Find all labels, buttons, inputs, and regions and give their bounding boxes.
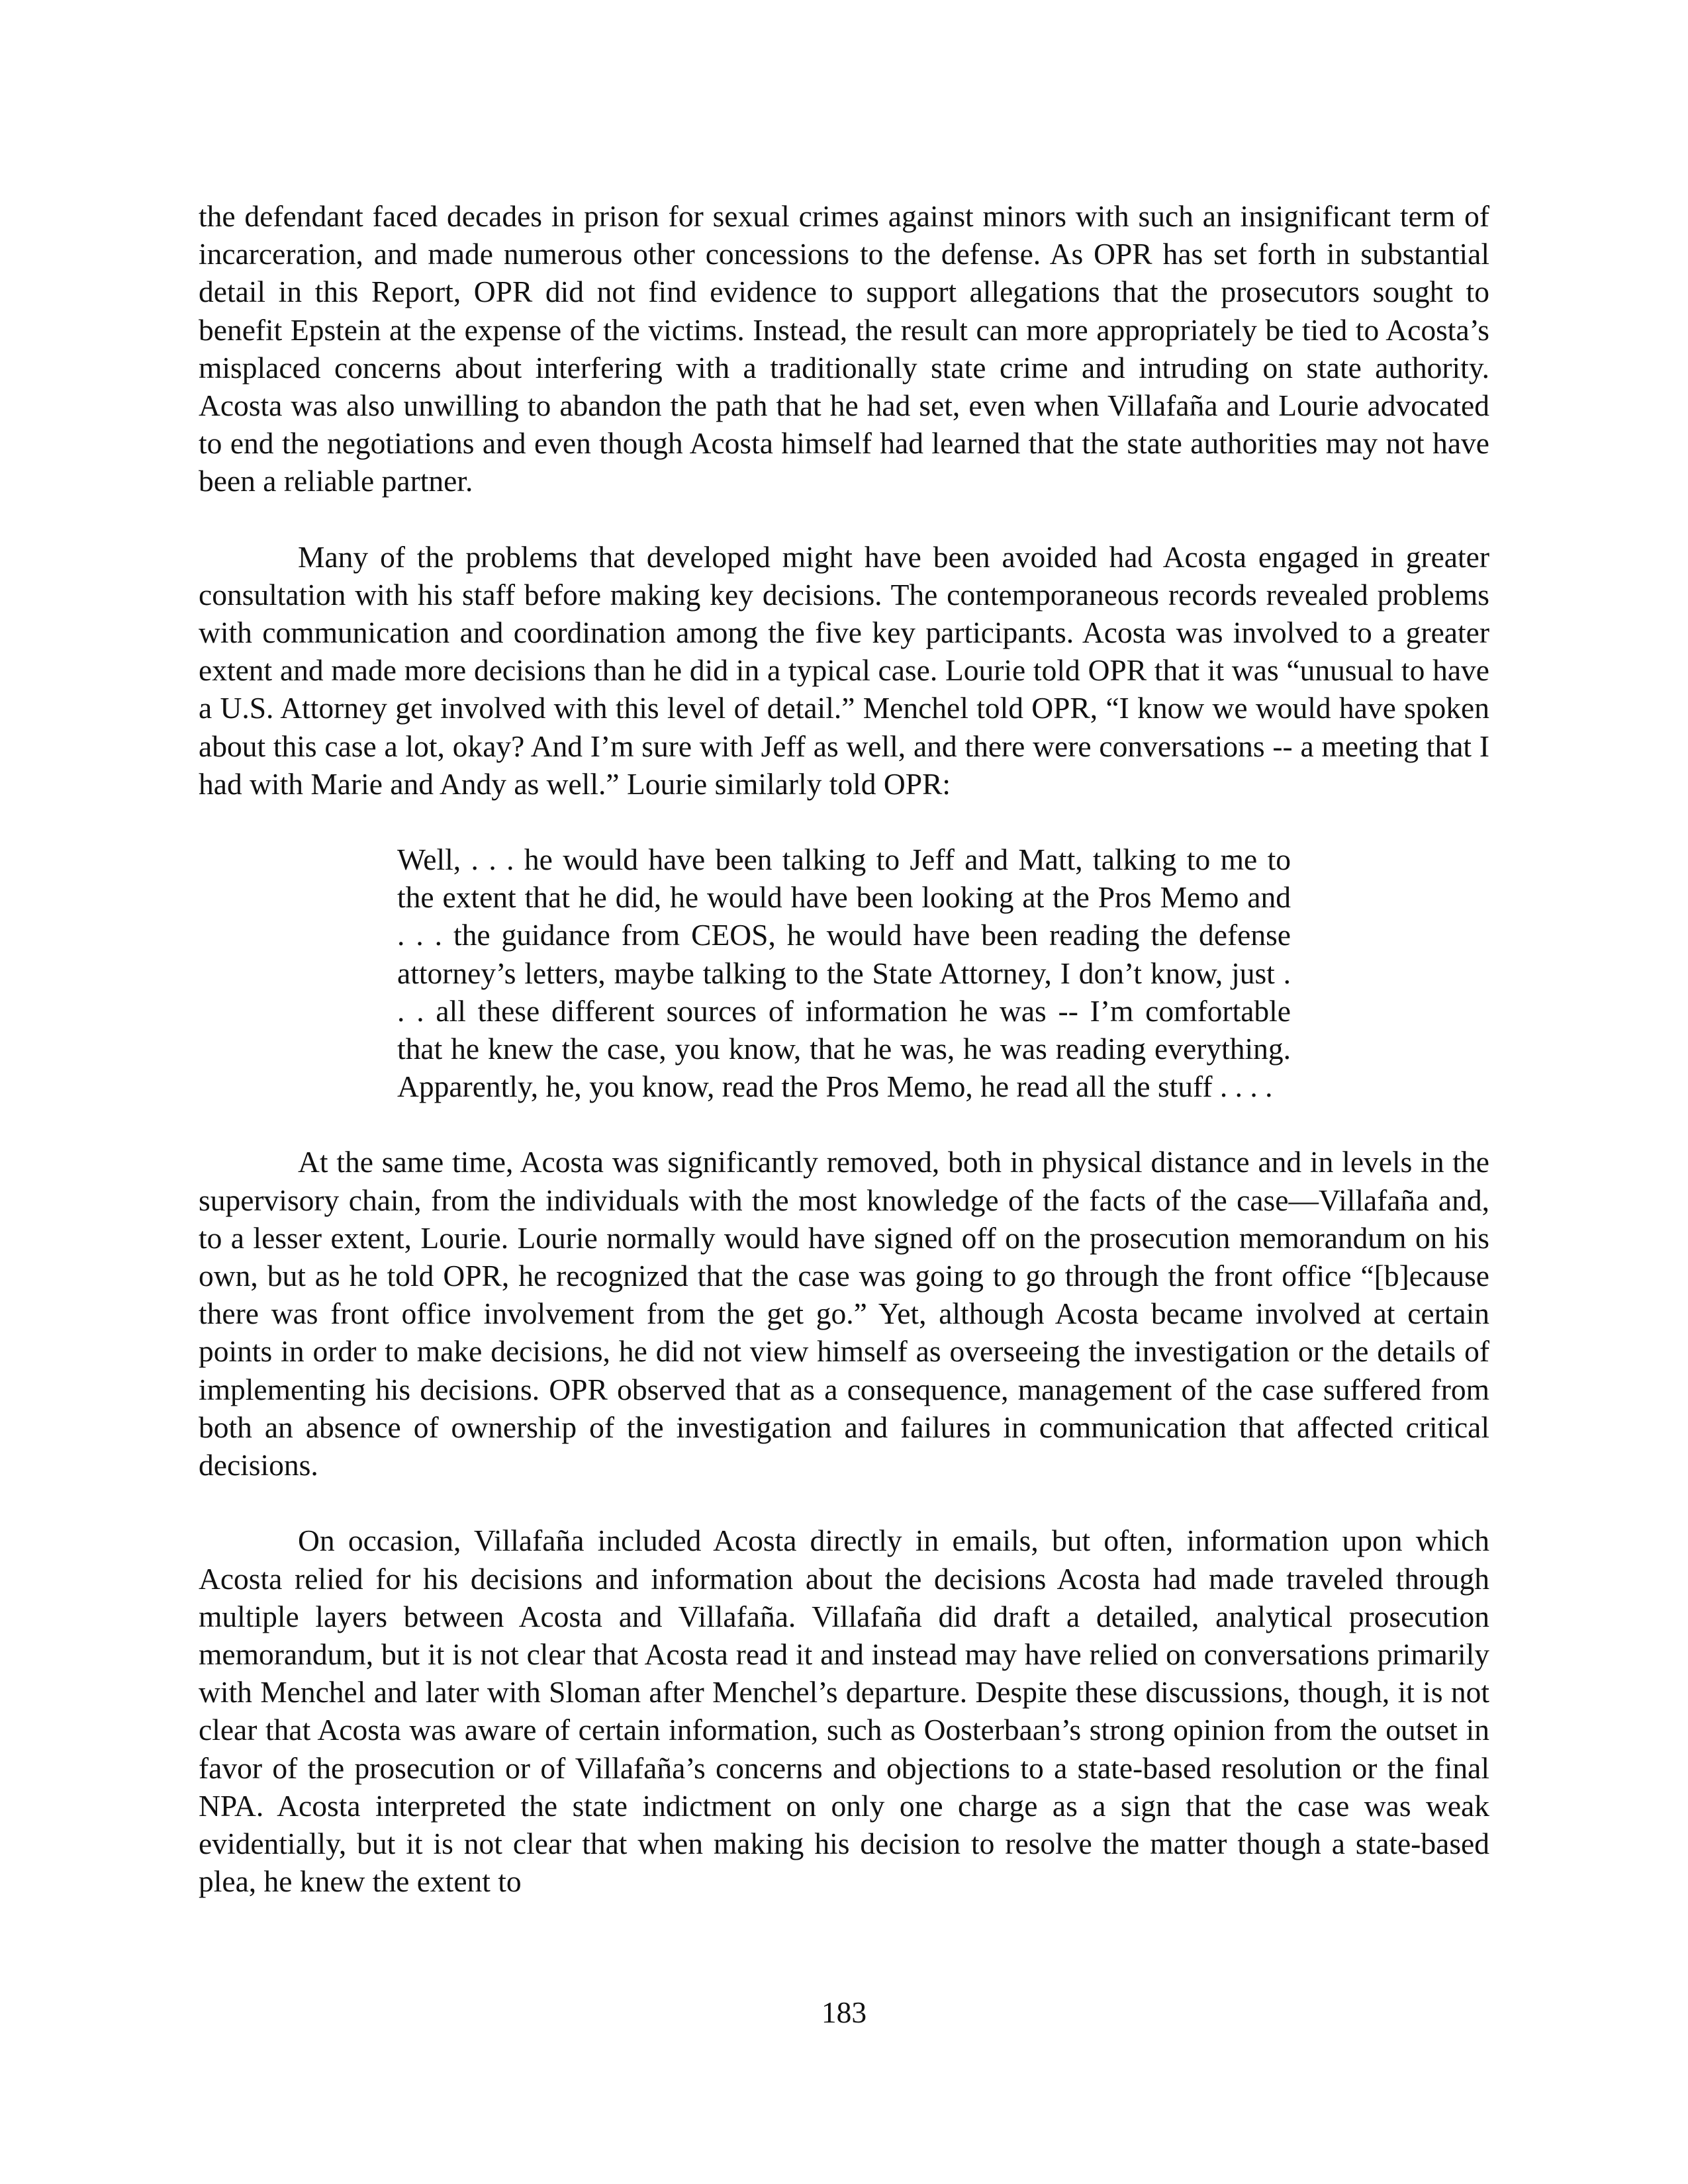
paragraph-consultation: Many of the problems that developed might have been avoided had Acosta engaged in greater consultation with his staff before making key decisions. The contemporaneous records revealed problems with communication and coordination among the five key participants. Acosta was involved to a greater extent and made more decisions than he did in a typical case. Lourie told OPR that it was “unusual to have a U.S. Attorney get involved with this level of detail.” Menchel told OPR, “I know we would have spoken about this case a lot, okay? And I’m sure with Jeff as well, and there were conversations -- a meeting that I had with Marie and Andy as well.” Lourie similarly told OPR: [199, 539, 1489, 801]
page-number: 183 [821, 1995, 867, 2029]
paragraph-communication: On occasion, Villafaña included Acosta directly in emails, but often, information upon which Acosta relied for his decisions and information about the decisions Acosta had made traveled through multiple layers between Acosta and Villafaña. Villafaña did draft a detailed, analytical prosecution memorandum, but it is not clear that Acosta read it and instead may have relied on conversations primarily with Menchel and later with Sloman after Menchel’s departure. Despite these discussions, though, it is not clear that Acosta was aware of certain information, such as Oosterbaan’s strong opinion from the outset in favor of the prosecution or of Villafaña’s concerns and objections to a state-based resolution or the final NPA. Acosta interpreted the state indictment on only one charge as a sign that the case was weak evidentially, but it is not clear that when making his decision to resolve the matter though a state-based plea, he knew the extent to [199, 1524, 1489, 1899]
paragraph-supervisory-chain: At the same time, Acosta was significantly removed, both in physical distance and in levels in the supervisory chain, from the individuals with the most knowledge of the facts of the case—Villafaña and, to a lesser extent, Lourie. Lourie normally would have signed off on the prosecution memorandum on his own, but as he told OPR, he recognized that the case was going to go through the front office “[b]ecause there was front office involvement from the get go.” Yet, although Acosta became involved at certain points in order to make decisions, he did not view himself as overseeing the investigation or the details of implementing his decisions. OPR observed that as a consequence, management of the case suffered from both an absence of ownership of the investigation and failures in communication that affected critical decisions. [199, 1145, 1489, 1482]
paragraph-continuation: the defendant faced decades in prison for sexual crimes against minors with such an insignificant term of incarceration, and made numerous other concessions to the defense. As OPR has set forth in substantial detail in this Report, OPR did not find evidence to support allegations that the prosecutors sought to benefit Epstein at the expense of the victims. Instead, the result can more appropriately be tied to Acosta’s misplaced concerns about interfering with a traditionally state crime and intruding on state authority. Acosta was also unwilling to abandon the path that he had set, even when Villafaña and Lourie advocated to end the negotiations and even though Acosta himself had learned that the state authorities may not have been a reliable partner. [199, 199, 1489, 498]
block-quote-lourie: Well, . . . he would have been talking to Jeff and Matt, talking to me to the extent that he did, he would have been looking at the Pros Memo and . . . the guidance from CEOS, he would have been reading the defense attorney’s letters, maybe talking to the State Attorney, I don’t know, just . . . all these different sources of information he was -- I’m comfortable that he knew the case, you know, that he was, he was reading everything. Apparently, he, you know, read the Pros Memo, he read all the stuff . . . . [397, 842, 1291, 1104]
page-body [199, 197, 1489, 1900]
